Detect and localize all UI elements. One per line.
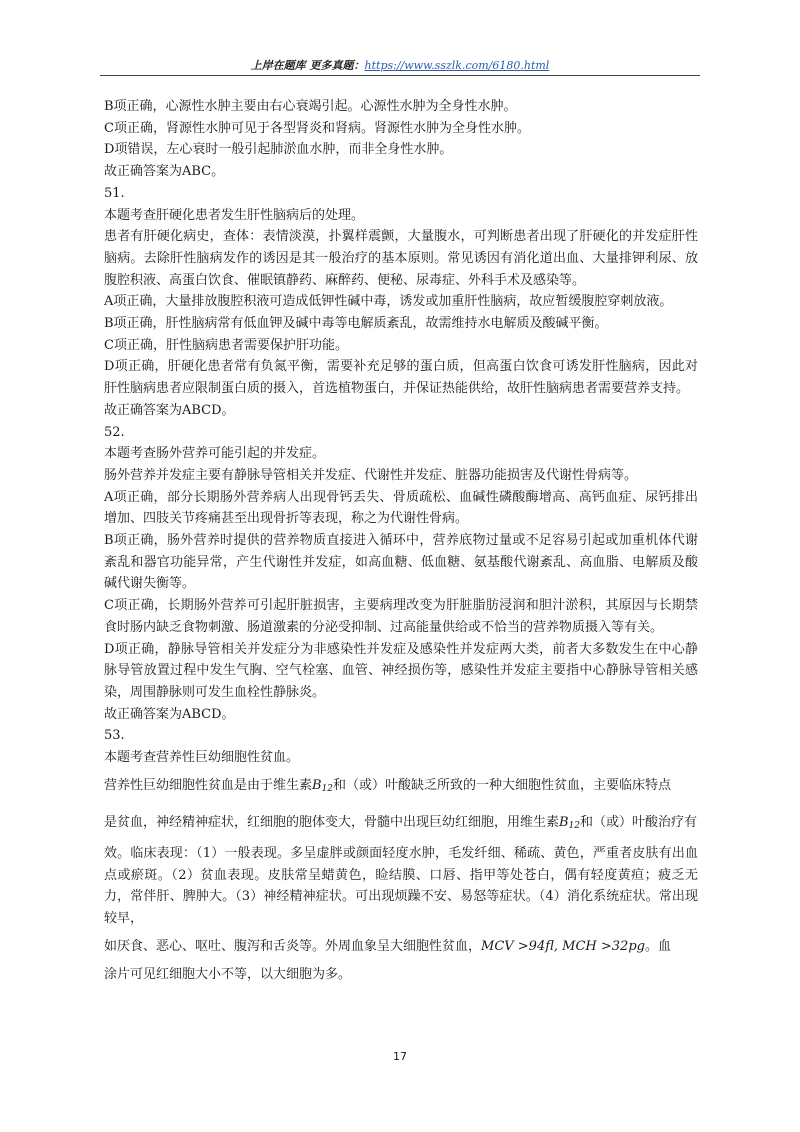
paragraph: 本题考查营养性巨幼细胞性贫血。 [104,750,300,766]
paragraph: B项正确，肠外营养时提供的营养物质直接进入循环中，营养底物过量或不足容易引起或加重机体代谢紊乱和器官功能异常，产生代谢性并发症，如高血糖、低血糖、氨基酸代谢紊乱、高血脂、电解质及酸碱代谢失衡等。 [104,533,698,592]
paragraph-line: 如厌食、恶心、呕吐、腹泻和舌炎等。外周血象呈大细胞性贫血，MCV >94fl, MCH >32pg。血 [104,938,671,954]
question-number: 51. [104,185,125,201]
paragraph: D项正确，肝硬化患者常有负氮平衡，需要补充足够的蛋白质，但高蛋白饮食可诱发肝性脑病，因此对肝性脑病患者应限制蛋白质的摄入，首选植物蛋白，并保证热能供给，故肝性脑病患者需要营养支持。 [104,359,698,397]
page-header [0,59,800,73]
paragraph-line: 效。临床表现：（1）一般表现。多呈虚胖或颜面轻度水肿，毛发纤细、稀疏、黄色，严重者皮肤有出血点或瘀斑。（2）贫血表现。皮肤常呈蜡黄色，睑结膜、口唇、指甲等处苍白，偶有轻度黄疸；疲乏无力，常伴肝、脾肿大。（3）神经精神症状。可出现烦躁不安、易怒等症状。（4）消化系统症状。常出现较早， [104,845,698,926]
paragraph: 本题考查肠外营养可能引起的并发症。 [104,446,326,462]
document-body [104,96,698,985]
paragraph: B项正确，心源性水肿主要由右心衰竭引起。心源性水肿为全身性水肿。 [104,99,517,114]
paragraph: B项正确，肝性脑病常有低血钾及碱中毒等电解质紊乱，故需维持水电解质及酸碱平衡。 [104,316,608,332]
paragraph: 故正确答案为ABCD。 [104,402,235,418]
paragraph: 故正确答案为ABC。 [104,164,225,180]
header-rule [100,75,700,76]
paragraph: D项正确，静脉导管相关并发症分为非感染性并发症及感染性并发症两大类，前者大多数发生在中心静脉导管放置过程中发生气胸、空气栓塞、血管、神经损伤等，感染性并发症主要指中心静脉导管相关感染，周围静脉则可发生血栓性静脉炎。 [104,641,698,700]
b12-symbol: $B_{12}$ [559,814,581,831]
b12-symbol: $B_{12}$ [312,777,334,794]
page-number: 17 [393,1050,407,1063]
paragraph: 本题考查肝硬化患者发生肝性脑病后的处理。 [104,207,365,223]
paragraph: D项错误，左心衰时一般引起肺淤血水肿，而非全身性水肿。 [104,142,453,158]
paragraph: C项正确，肾源性水肿可见于各型肾炎和肾病。肾源性水肿为全身性水肿。 [104,120,530,136]
header-link[interactable]: https://www.sszlk.com/6180.html [364,59,550,72]
paragraph-line: 是贫血，神经精神症状，红细胞的胞体变大，骨髓中出现巨幼红细胞，用维生素$B_{12}$和（或）叶酸治疗有 [104,814,698,831]
mcv-formula: MCV >94fl, MCH >32pg [481,938,645,954]
paragraph: 肠外营养并发症主要有静脉导管相关并发症、代谢性并发症、脏器功能损害及代谢性骨病等。 [104,467,638,483]
paragraph: A项正确，部分长期肠外营养病人出现骨钙丢失、骨质疏松、血碱性磷酸酶增高、高钙血症、尿钙排出增加、四肢关节疼痛甚至出现骨折等表现，称之为代谢性骨病。 [104,489,698,527]
header-label: 上岸在题库 更多真题： [250,59,365,72]
paragraph: 故正确答案为ABCD。 [104,706,235,722]
paragraph-line: 涂片可见红细胞大小不等，以大细胞为多。 [104,966,352,982]
paragraph: 患者有肝硬化病史，查体：表情淡漠，扑翼样震颤，大量腹水，可判断患者出现了肝硬化的并发症肝性脑病。去除肝性脑病发作的诱因是其一般治疗的基本原则。常见诱因有消化道出血、大量排钾利尿、放腹腔积液、高蛋白饮食、催眠镇静药、麻醉药、便秘、尿毒症、外科手术及感染等。 [104,229,698,288]
question-number: 52. [104,424,125,440]
paragraph: C项正确，肝性脑病患者需要保护肝功能。 [104,337,348,353]
paragraph-line: 营养性巨幼细胞性贫血是由于维生素$B_{12}$和（或）叶酸缺乏所致的一种大细胞性贫血，主要临床特点 [104,777,672,794]
question-number: 53. [104,728,125,744]
paragraph: C项正确，长期肠外营养可引起肝脏损害，主要病理改变为肝脏脂肪浸润和胆汁淤积，其原因与长期禁食时肠内缺乏食物刺激、肠道激素的分泌受抑制、过高能量供给或不恰当的营养物质摄入等有关。 [104,598,698,635]
paragraph: A项正确，大量排放腹腔积液可造成低钾性碱中毒，诱发或加重肝性脑病，故应暂缓腹腔穿刺放液。 [104,294,673,310]
